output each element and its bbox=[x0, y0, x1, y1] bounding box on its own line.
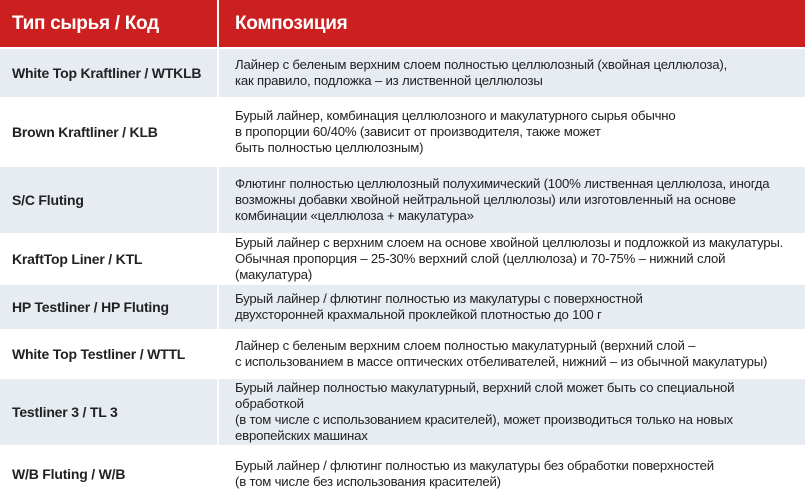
table-row bbox=[0, 47, 805, 97]
row-type: W/B Fluting / W/B bbox=[12, 465, 126, 482]
row-composition: Лайнер с беленым верхним слоем полностью макулатурный (верхний слой – с использованием в массе оптических отбеливателей, нижний – из обычной макулатуры) bbox=[217, 331, 805, 377]
header-type-code: Тип сырья / Код bbox=[12, 12, 159, 34]
header-composition: Композиция bbox=[217, 0, 805, 47]
row-type: Testliner 3 / TL 3 bbox=[12, 404, 118, 420]
row-type: White Top Testliner / WTTL bbox=[12, 346, 186, 362]
table-row bbox=[0, 97, 805, 165]
table-row bbox=[0, 283, 805, 329]
row-type: S/C Fluting bbox=[12, 192, 84, 208]
table-row bbox=[0, 329, 805, 377]
row-type: Brown Kraftliner / KLB bbox=[12, 124, 158, 140]
row-type: White Top Kraftliner / WTKLB bbox=[12, 65, 202, 81]
row-composition: Бурый лайнер, комбинация целлюлозного и макулатурного сырья обычно в пропорции 60/40% (зависит от производителя, также может быть полностью целлюлозным) bbox=[217, 99, 805, 165]
table-header bbox=[0, 0, 805, 47]
row-type: KraftTop Liner / KTL bbox=[12, 251, 143, 267]
row-type: HP Testliner / HP Fluting bbox=[12, 299, 169, 315]
row-composition: Бурый лайнер с верхним слоем на основе хвойной целлюлозы и подложкой из макулатуры. Обычная пропорция – 25-30% верхний слой (целлюлоза) и 70-75% – нижний слой (макулатура) bbox=[217, 235, 805, 283]
row-composition: Бурый лайнер / флютинг полностью из макулатуры без обработки поверхностей (в том числе без использования красителей) bbox=[217, 447, 805, 500]
table-row bbox=[0, 377, 805, 445]
row-composition: Бурый лайнер полностью макулатурный, верхний слой может быть со специальной обработкой (в том числе с использованием красителей), может производиться только на новых европейских машинах bbox=[217, 379, 805, 445]
row-composition: Лайнер с беленым верхним слоем полностью целлюлозный (хвойная целлюлоза), как правило, подложка – из лиственной целлюлозы bbox=[217, 49, 805, 97]
row-composition: Флютинг полностью целлюлозный полухимический (100% лиственная целлюлоза, иногда возможны добавки хвойной нейтральной целлюлозы) или изготовленный на основе комбинации «целлюлоза + макулатура» bbox=[217, 167, 805, 233]
table-row bbox=[0, 165, 805, 233]
table-row bbox=[0, 445, 805, 500]
table-row bbox=[0, 233, 805, 283]
row-composition: Бурый лайнер / флютинг полностью из макулатуры с поверхностной двухсторонней крахмальной проклейкой плотностью до 100 г bbox=[217, 285, 805, 329]
